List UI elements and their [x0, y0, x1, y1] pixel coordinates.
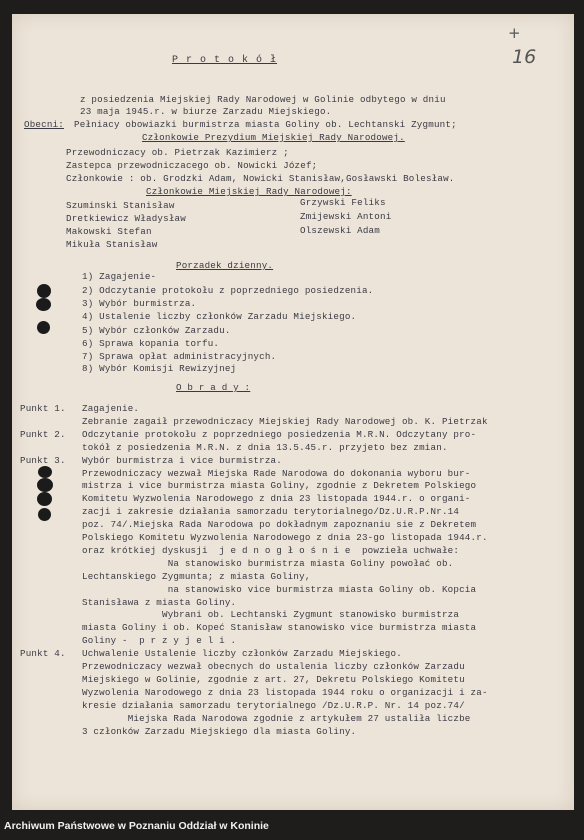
minutes-line: Wyzwolenia Narodowego z dnia 23 listopada 1944 roku o organizacji i za- — [82, 686, 488, 698]
obecni-text: Pełniacy obowiazki burmistrza miasta Goliny ob. Lechtanski Zygmunt; — [74, 119, 457, 130]
presidium-line: Przewodniczacy ob. Pietrzak Kazimierz ; — [66, 147, 289, 158]
minutes-line: Przewodniczacy wezwał obecnych do ustalenia liczby członków Zarzadu — [82, 661, 465, 672]
minutes-line: zacji i zakresie działania samorzadu terytorialnego/Dz.U.R.P.Nr.14 — [82, 506, 460, 518]
minutes-line: Wybrani ob. Lechtanski Zygmunt stanowisko burmistrza — [82, 609, 460, 621]
minutes-line: Uchwalenie Ustalenie liczby członków Zarzadu Miejskiego. — [82, 648, 402, 660]
minutes-line: Zebranie zagaił przewodniczacy Miejskiej Rady Narodowej ob. K. Pietrzak — [82, 415, 488, 427]
punch-hole — [37, 284, 51, 298]
minutes-line: kresie działania samorzadu terytorialnego /Dz.U.R.P. Nr. 14 poz.74/ — [82, 699, 465, 711]
minutes-line: Odczytanie protokołu z poprzedniego posiedzenia M.R.N. Odczytany pro- — [82, 428, 477, 440]
member-left: Mikuła Stanisław — [66, 239, 158, 250]
member-left: Szuminski Stanisław — [66, 200, 175, 211]
minutes-line: miasta Goliny i ob. Kopeć Stanisław stanowisko vice burmistrza miasta — [82, 622, 477, 634]
presidium-line: Członkowie : ob. Grodzki Adam, Nowicki Stanisław,Gosławski Bolesław. — [66, 173, 455, 184]
obecni-label: Obecni: — [24, 119, 64, 130]
punkt-label: Punkt 3. — [20, 454, 66, 466]
agenda-item: 8) Wybór Komisji Rewizyjnej — [82, 363, 237, 374]
punkt-label: Punkt 4. — [20, 648, 66, 660]
minutes-line: Lechtanskiego Zygmunta; z miasta Goliny, — [82, 570, 311, 582]
archive-footer — [0, 810, 584, 840]
minutes-line: Polskiego Komitetu Wyzwolenia Narodowego z dnia 23-go listopada 1944.r. — [82, 532, 488, 543]
agenda-item: 6) Sprawa kopania torfu. — [82, 338, 220, 349]
minutes-line: Komitetu Wyzwolenia Narodowego z dnia 23 listopada 1944.r. o organi- — [82, 493, 471, 505]
agenda-item: 2) Odczytanie protokołu z poprzedniego posiedzenia. — [82, 285, 374, 296]
agenda-heading: Porzadek dzienny. — [176, 260, 274, 271]
agenda-item: 1) Zagajenie- — [82, 271, 157, 282]
handwritten-page-number: 16 — [512, 46, 537, 68]
minutes-line: poz. 74/.Miejska Rada Narodowa po dokładnym zapoznaniu sie z Dekretem — [82, 519, 477, 531]
presidium-heading: Członkowie Prezydium Miejskiej Rady Narodowej. — [142, 132, 405, 143]
member-right: Zmijewski Antoni — [300, 211, 392, 222]
agenda-item: 7) Sprawa opłat administracyjnych. — [82, 351, 277, 362]
archive-caption: Archiwum Państwowe w Poznaniu Oddział w Koninie — [4, 820, 269, 832]
document-title: P r o t o k ó ł — [172, 55, 278, 66]
punch-hole — [38, 508, 51, 521]
minutes-line: Przewodniczacy wezwał Miejska Rade Narodowa do dokonania wyboru bur- — [82, 467, 471, 479]
minutes-line: Stanisława z miasta Goliny. — [82, 596, 237, 608]
agenda-item: 3) Wybór burmistrza. — [82, 298, 197, 309]
punch-hole — [38, 466, 52, 478]
minutes-line: Wybór burmistrza i vice burmistrza. — [82, 454, 282, 466]
agenda-item: 5) Wybór członków Zarzadu. — [82, 325, 231, 336]
punch-hole — [36, 298, 51, 311]
member-right: Grzywski Feliks — [300, 197, 386, 208]
punch-hole — [37, 478, 53, 492]
minutes-line: Na stanowisko burmistrza miasta Goliny powołać ob. — [82, 557, 454, 569]
minutes-line: oraz krótkiej dyskusji j e d n o g ł o ś n i e powzieła uchwałe: — [82, 544, 460, 556]
minutes-line: Miejska Rada Narodowa zgodnie z artykułem 27 ustaliła liczbe — [82, 712, 471, 724]
minutes-line: Goliny - p r z y j e l i . — [82, 635, 237, 647]
presidium-line: Zastepca przewodniczacego ob. Nowicki Józef; — [66, 160, 318, 171]
minutes-line: tokół z posiedzenia M.R.N. z dnia 13.5.45.r. przyjeto bez zmian. — [82, 441, 448, 453]
member-left: Makowski Stefan — [66, 226, 152, 237]
handwritten-mark: + — [508, 24, 521, 42]
agenda-item: 4) Ustalenie liczby członków Zarzadu Miejskiego. — [82, 311, 357, 322]
minutes-line: na stanowisko vice burmistrza miasta Goliny ob. Kopcia — [82, 583, 477, 595]
punkt-label: Punkt 2. — [20, 428, 66, 440]
member-right: Olszewski Adam — [300, 225, 380, 236]
minutes-line: mistrza i vice burmistrza miasta Goliny, zgodnie z Dekretem Polskiego — [82, 480, 477, 492]
minutes-line: 3 członków Zarzadu Miejskiego dla miasta Goliny. — [82, 725, 357, 737]
obrady-heading: O b r a d y : — [176, 382, 251, 393]
intro-line: z posiedzenia Miejskiej Rady Narodowej w Golinie odbytego w dniu — [80, 94, 446, 105]
punkt-label: Punkt 1. — [20, 403, 66, 414]
punch-hole — [37, 321, 50, 334]
member-left: Dretkiewicz Władysław — [66, 213, 186, 224]
members-heading: Członkowie Miejskiej Rady Narodowej: — [146, 186, 352, 197]
minutes-line: Miejskiego w Golinie, zgodnie z art. 27, Dekretu Polskiego Komitetu — [82, 673, 465, 685]
minutes-line: Zagajenie. — [82, 403, 140, 414]
punch-hole — [37, 492, 52, 506]
intro-line: 23 maja 1945.r. w biurze Zarzadu Miejskiego. — [80, 106, 332, 117]
